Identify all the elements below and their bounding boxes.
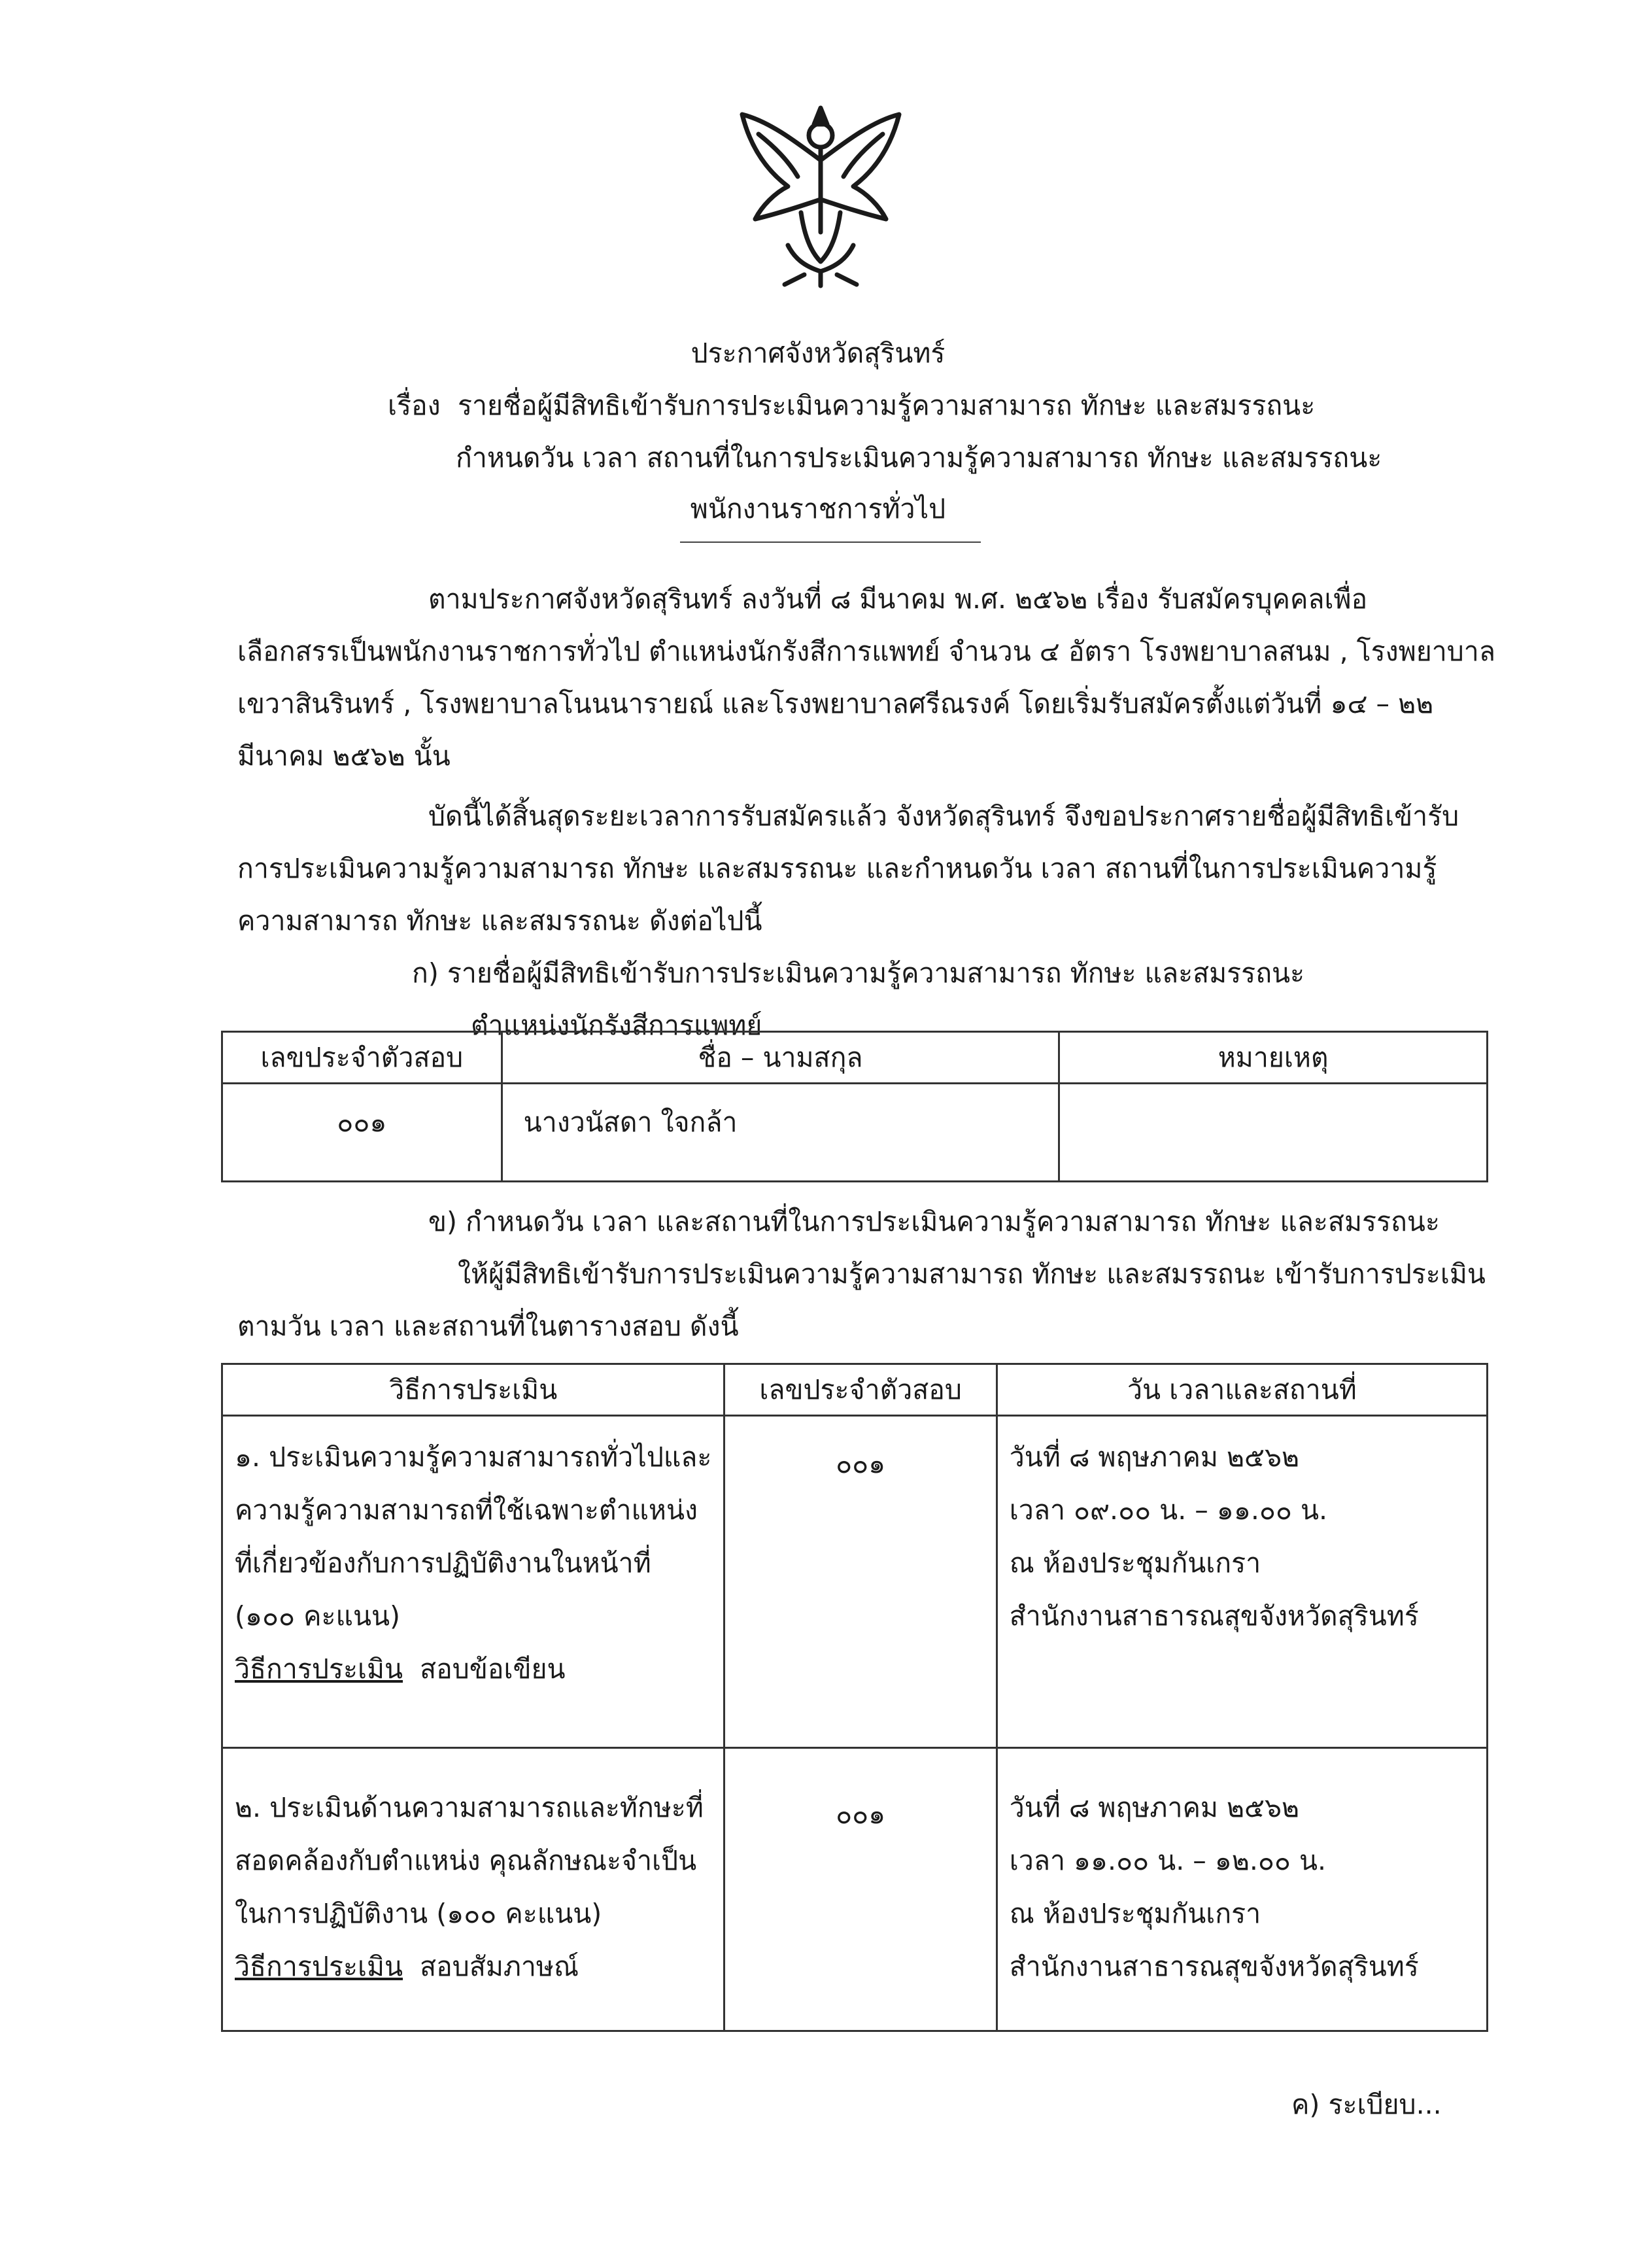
header-remark: หมายเหตุ bbox=[1059, 1032, 1488, 1084]
method-type-label: วิธีการประเมิน bbox=[235, 1653, 403, 1685]
schedule-line: วันที่ ๘ พฤษภาคม ๒๕๖๒ bbox=[1009, 1792, 1300, 1823]
section-b-line-2: ให้ผู้มีสิทธิเข้ารับการประเมินความรู้ความสามารถ ทักษะ และสมรรถนะ เข้ารับการประเมิน bbox=[458, 1258, 1486, 1290]
header-full-name: ชื่อ – นามสกุล bbox=[502, 1032, 1059, 1084]
section-b-heading: ข) กำหนดวัน เวลา และสถานที่ในการประเมินความรู้ความสามารถ ทักษะ และสมรรถนะ bbox=[428, 1206, 1440, 1237]
para1-line-1: ตามประกาศจังหวัดสุรินทร์ ลงวันที่ ๘ มีนาคม พ.ศ. ๒๕๖๒ เรื่อง รับสมัครบุคคลเพื่อ bbox=[428, 583, 1368, 615]
subject-label: เรื่อง bbox=[388, 390, 441, 421]
header-exam-id: เลขประจำตัวสอบ bbox=[724, 1364, 997, 1416]
method-line: ในการปฏิบัติงาน (๑๐๐ คะแนน) bbox=[235, 1898, 602, 1929]
garuda-emblem-icon bbox=[723, 95, 919, 291]
para1-line-3: เขวาสินรินทร์ , โรงพยาบาลโนนนารายณ์ และโรงพยาบาลศรีณรงค์ โดยเริ่มรับสมัครตั้งแต่วันที่ ๑๔ – ๒๒ bbox=[237, 688, 1434, 719]
subject-line-1: รายชื่อผู้มีสิทธิเข้ารับการประเมินความรู้ความสามารถ ทักษะ และสมรรถนะ bbox=[458, 390, 1316, 421]
method-type-line bbox=[235, 1643, 711, 1696]
schedule-cell bbox=[997, 1748, 1487, 2031]
candidate-name: นางวนัสดา ใจกล้า bbox=[502, 1084, 1059, 1182]
schedule-line: วันที่ ๘ พฤษภาคม ๒๕๖๒ bbox=[1009, 1441, 1300, 1473]
section-a-heading: ก) รายชื่อผู้มีสิทธิเข้ารับการประเมินความรู้ความสามารถ ทักษะ และสมรรถนะ bbox=[412, 957, 1305, 989]
method-type-value: สอบข้อเขียน bbox=[420, 1653, 566, 1685]
continuation-note: ค) ระเบียบ... bbox=[1291, 2089, 1442, 2120]
schedule-line: เวลา ๑๑.๐๐ น. – ๑๒.๐๐ น. bbox=[1009, 1845, 1327, 1876]
method-line: ที่เกี่ยวข้องกับการปฏิบัติงานในหน้าที่ bbox=[235, 1547, 651, 1579]
para1-line-4: มีนาคม ๒๕๖๒ นั้น bbox=[237, 740, 451, 772]
header-datetime-place: วัน เวลาและสถานที่ bbox=[997, 1364, 1487, 1416]
candidate-remark bbox=[1059, 1084, 1488, 1182]
method-line: (๑๐๐ คะแนน) bbox=[235, 1600, 401, 1632]
method-cell bbox=[222, 1416, 724, 1748]
schedule-line: สำนักงานสาธารณสุขจังหวัดสุรินทร์ bbox=[1009, 1600, 1419, 1632]
method-type-line bbox=[235, 1940, 711, 1993]
candidate-table-header bbox=[222, 1032, 1488, 1084]
exam-id-cell: ๐๐๑ bbox=[724, 1748, 997, 2031]
schedule-line: ณ ห้องประชุมกันเกรา bbox=[1009, 1547, 1261, 1579]
schedule-table bbox=[221, 1363, 1488, 2032]
header-exam-id: เลขประจำตัวสอบ bbox=[222, 1032, 502, 1084]
method-type-value: สอบสัมภาษณ์ bbox=[420, 1951, 579, 1982]
method-line: สอดคล้องกับตำแหน่ง คุณลักษณะจำเป็น bbox=[235, 1845, 697, 1876]
method-line: ความรู้ความสามารถที่ใช้เฉพาะตำแหน่ง bbox=[235, 1494, 698, 1526]
header-method: วิธีการประเมิน bbox=[222, 1364, 724, 1416]
schedule-table-header bbox=[222, 1364, 1488, 1416]
candidate-exam-id: ๐๐๑ bbox=[222, 1084, 502, 1182]
announcement-title: ประกาศจังหวัดสุรินทร์ bbox=[690, 337, 946, 369]
schedule-line: ณ ห้องประชุมกันเกรา bbox=[1009, 1898, 1261, 1929]
para2-line-2: การประเมินความรู้ความสามารถ ทักษะ และสมรรถนะ และกำหนดวัน เวลา สถานที่ในการประเมินความรู้ bbox=[237, 853, 1437, 884]
exam-id-cell: ๐๐๑ bbox=[724, 1416, 997, 1748]
subject-line-3: พนักงานราชการทั่วไป bbox=[690, 493, 946, 524]
schedule-line: เวลา ๐๙.๐๐ น. – ๑๑.๐๐ น. bbox=[1009, 1494, 1328, 1526]
method-line: ๒. ประเมินด้านความสามารถและทักษะที่ bbox=[235, 1792, 704, 1823]
title-divider bbox=[680, 541, 981, 543]
para2-line-1: บัดนี้ได้สิ้นสุดระยะเวลาการรับสมัครแล้ว จังหวัดสุรินทร์ จึงขอประกาศรายชื่อผู้มีสิทธิเข้ารับ bbox=[428, 800, 1459, 832]
schedule-line: สำนักงานสาธารณสุขจังหวัดสุรินทร์ bbox=[1009, 1951, 1419, 1982]
section-a-position: ตำแหน่งนักรังสีการแพทย์ bbox=[471, 1010, 762, 1041]
table-row bbox=[222, 1416, 1488, 1748]
para1-line-2: เลือกสรรเป็นพนักงานราชการทั่วไป ตำแหน่งนักรังสีการแพทย์ จำนวน ๔ อัตรา โรงพยาบาลสนม , โรงพยาบาล bbox=[237, 636, 1495, 667]
section-b-line-3: ตามวัน เวลา และสถานที่ในตารางสอบ ดังนี้ bbox=[237, 1311, 739, 1342]
candidate-table bbox=[221, 1031, 1488, 1182]
method-cell bbox=[222, 1748, 724, 2031]
method-type-label: วิธีการประเมิน bbox=[235, 1951, 403, 1982]
table-row bbox=[222, 1084, 1488, 1182]
schedule-cell bbox=[997, 1416, 1487, 1748]
table-row bbox=[222, 1748, 1488, 2031]
para2-line-3: ความสามารถ ทักษะ และสมรรถนะ ดังต่อไปนี้ bbox=[237, 905, 762, 936]
method-line: ๑. ประเมินความรู้ความสามารถทั่วไปและ bbox=[235, 1441, 712, 1473]
subject-line-2: กำหนดวัน เวลา สถานที่ในการประเมินความรู้ความสามารถ ทักษะ และสมรรถนะ bbox=[456, 442, 1382, 473]
